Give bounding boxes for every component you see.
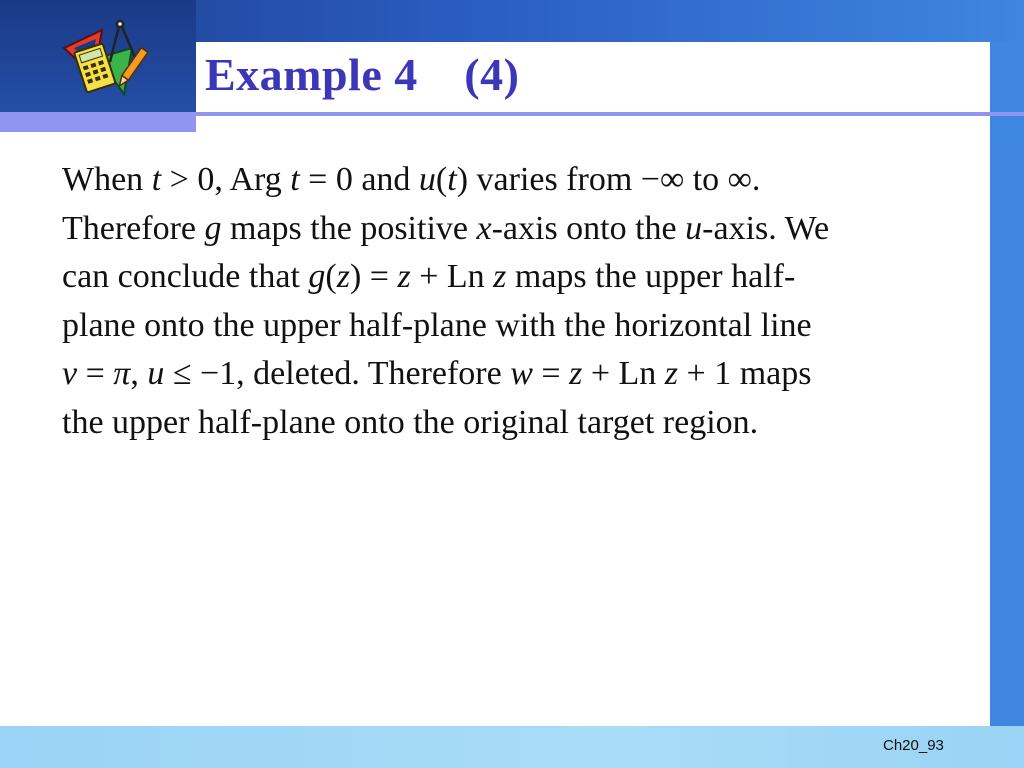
math-variable: t	[151, 161, 162, 198]
math-variable: z	[569, 355, 583, 392]
body-line	[62, 205, 967, 254]
body-line	[62, 399, 967, 448]
body-paragraph	[62, 156, 967, 447]
title-underline	[196, 112, 1024, 116]
text-run: ) =	[349, 258, 398, 295]
bottom-footer-band	[0, 726, 1024, 768]
body-line	[62, 156, 967, 205]
math-variable: g	[204, 209, 222, 247]
text-run: = 0 and	[299, 161, 419, 198]
math-tools-clipart-icon	[58, 18, 150, 102]
math-variable: t	[290, 161, 300, 198]
text-run: ,	[130, 355, 148, 392]
math-variable: u	[418, 161, 436, 198]
math-variable: z	[493, 258, 507, 295]
math-variable: u	[147, 355, 165, 392]
math-variable: g	[308, 258, 326, 295]
text-run: + Ln	[410, 258, 494, 295]
math-variable: π	[113, 355, 131, 392]
slide-title: Example 4 (4)	[205, 49, 520, 100]
text-run: maps the positive	[221, 209, 477, 247]
text-run: ≤ −1, deleted. Therefore	[164, 355, 511, 392]
body-line	[62, 302, 967, 351]
math-variable: w	[510, 355, 533, 392]
text-run: the upper half-plane onto the original target region.	[62, 403, 759, 441]
text-run: + Ln	[582, 355, 665, 392]
calculator-shape	[74, 43, 116, 92]
text-run: -axis. We	[702, 209, 830, 247]
body-line	[62, 253, 967, 302]
text-run: =	[532, 355, 570, 392]
math-variable: z	[664, 355, 679, 392]
text-run: > 0, Arg	[161, 161, 291, 198]
math-variable: z	[336, 258, 350, 295]
text-run: ) varies from −∞ to ∞.	[456, 161, 761, 198]
math-variable: x	[476, 209, 492, 247]
text-run: (	[435, 161, 448, 198]
text-run: -axis onto the	[491, 209, 686, 247]
math-variable: u	[685, 209, 703, 247]
math-variable: v	[62, 355, 78, 392]
text-run: plane onto the upper half-plane with the horizontal line	[62, 306, 812, 344]
math-variable: z	[397, 258, 411, 295]
slide-number: Ch20_93	[883, 737, 944, 754]
text-run: Therefore	[62, 209, 205, 247]
text-run: When	[62, 161, 152, 198]
left-accent-strip	[0, 112, 196, 132]
text-run: =	[77, 355, 114, 392]
text-run: maps the upper half-	[506, 258, 796, 295]
text-run: can conclude that	[62, 258, 309, 295]
text-run: (	[325, 258, 337, 295]
text-run: + 1 maps	[678, 355, 812, 392]
body-line	[62, 350, 967, 399]
math-variable: t	[447, 161, 457, 198]
right-side-bar	[990, 42, 1024, 768]
